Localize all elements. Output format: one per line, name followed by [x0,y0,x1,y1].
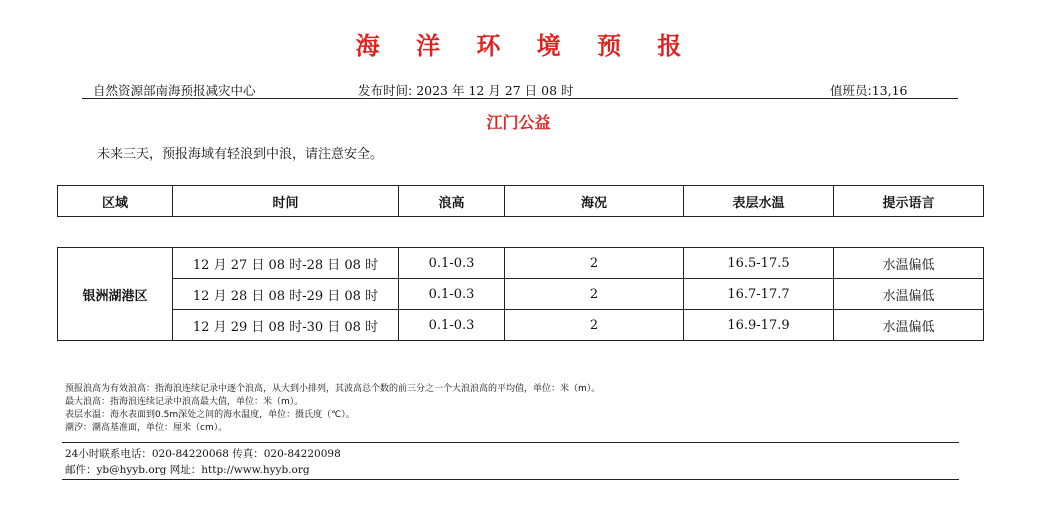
contact-phone: 24小时联系电话：020-84220068 传真：020-84220098 [65,448,341,460]
note-max-wave: 最大浪高：指海浪连续记录中浪高最大值，单位：米（m）。 [65,397,304,407]
table-row [58,248,984,279]
issue-time-value: 2023 年 12 月 27 日 08 时 [412,83,574,98]
issue-time-label: 发布时间: [358,83,413,98]
surface-temp-cell: 16.7-17.7 [684,279,834,310]
column-header-region: 区域 [58,186,173,217]
tip-cell: 水温偏低 [834,279,984,310]
note-surface-temp: 表层水温：海水表面到0.5m深处之间的海水温度，单位：摄氏度（℃）。 [65,410,355,420]
wave-height-cell: 0.1-0.3 [399,310,505,341]
table-row [58,310,984,341]
duty-officer-value: 13,16 [871,83,908,98]
column-header-surface-temp: 表层水温 [684,186,834,217]
column-header-tip: 提示语言 [834,186,984,217]
sea-state-cell: 2 [505,248,684,279]
page-title: 海 洋 环 境 预 报 [355,32,696,60]
surface-temp-cell: 16.5-17.5 [684,248,834,279]
time-cell: 12 月 29 日 08 时-30 日 08 时 [173,310,399,341]
surface-temp-cell: 16.9-17.9 [684,310,834,341]
footer-divider [62,442,959,443]
tip-cell: 水温偏低 [834,248,984,279]
column-header-sea-state: 海况 [505,186,684,217]
sea-state-cell: 2 [505,279,684,310]
time-cell: 12 月 28 日 08 时-29 日 08 时 [173,279,399,310]
time-cell: 12 月 27 日 08 时-28 日 08 时 [173,248,399,279]
wave-height-cell: 0.1-0.3 [399,248,505,279]
forecast-table-header [57,185,984,217]
issue-time [358,81,574,99]
duty-officer [830,81,908,99]
table-row [58,279,984,310]
tip-cell: 水温偏低 [834,310,984,341]
footer-bottom-divider [62,479,959,480]
sea-state-cell: 2 [505,310,684,341]
issuing-center: 自然资源部南海预报减灾中心 [93,83,256,98]
contact-email-web: 邮件：yb@hyyb.org 网址：http://www.hyyb.org [65,464,310,476]
duty-officer-label: 值班员: [830,83,872,98]
advisory-text: 未来三天，预报海域有轻浪到中浪，请注意安全。 [97,147,384,162]
column-header-wave-height: 浪高 [399,186,505,217]
region-title: 江门公益 [486,113,551,132]
note-tide: 潮汐：潮高基准面，单位：厘米（cm）。 [65,423,228,433]
header-divider [82,98,958,99]
column-header-time: 时间 [173,186,399,217]
note-significant-wave: 预报浪高为有效浪高：指海浪连续记录中逐个浪高，从大到小排列，其波高总个数的前三分之一个大浪浪高的平均值，单位：米（m）。 [65,384,601,394]
forecast-table [57,247,984,341]
region-cell: 银洲湖港区 [58,248,173,341]
wave-height-cell: 0.1-0.3 [399,279,505,310]
